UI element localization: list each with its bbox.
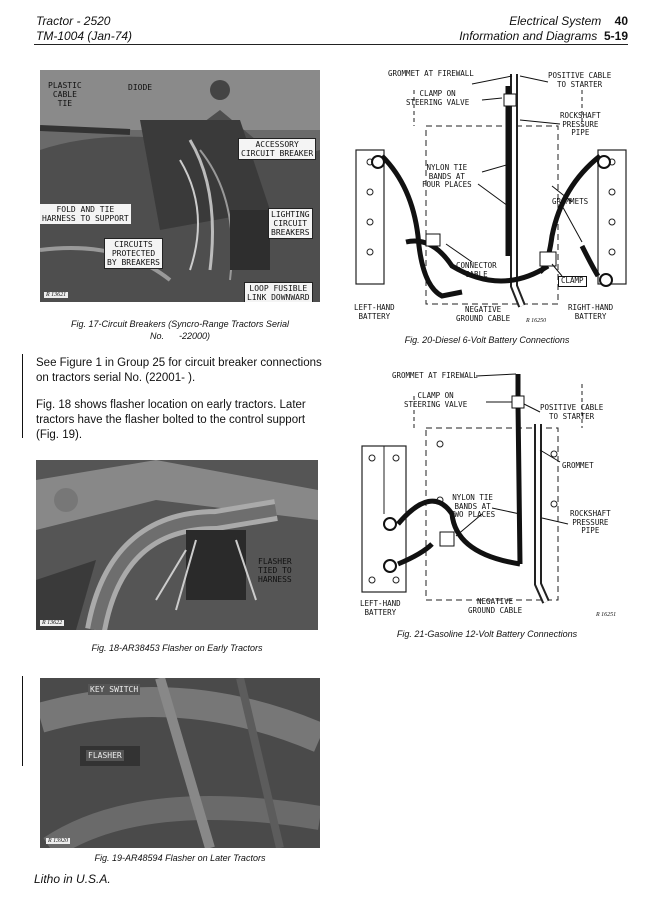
header-right [459, 14, 628, 44]
fig18-ref: R 13622 [42, 620, 63, 626]
section-title: Electrical System [509, 14, 602, 28]
page-number: 5-19 [603, 29, 628, 43]
paragraph-1: See Figure 1 in Group 25 for circuit breaker connections on tractors serial No. (22001- ). [36, 357, 322, 384]
header-left [36, 14, 132, 44]
fig17-label-accessory: ACCESSORY CIRCUIT BREAKER [238, 138, 316, 160]
section-subtitle: Information and Diagrams [459, 29, 598, 43]
fig17-label-plastic-tie: PLASTIC CABLE TIE [48, 81, 82, 108]
doc-title: Tractor - 2520 [36, 14, 111, 28]
fig20-label-right-battery: RIGHT-HAND BATTERY [568, 303, 614, 321]
fig17-label-diode: DIODE [128, 83, 153, 92]
fig17-photo [40, 70, 320, 302]
fig20-label-negative: NEGATIVE GROUND CABLE [456, 305, 511, 323]
fig20-caption: Fig. 20-Diesel 6-Volt Battery Connections [404, 335, 570, 345]
fig17-label-fold: FOLD AND TIE HARNESS TO SUPPORT [42, 205, 129, 223]
fig20-label-connector: CONNECTOR CABLE [456, 261, 497, 279]
fig20-ref: R 16250 [526, 318, 547, 324]
fig17-label-loop: LOOP FUSIBLE LINK DOWNWARD [244, 282, 313, 302]
fig21-label-rockshaft: ROCKSHAFT PRESSURE PIPE [570, 509, 611, 535]
fig21-label-nylon: NYLON TIE BANDS AT TWO PLACES [450, 493, 496, 519]
fig20-label-clamp: CLAMP ON STEERING VALVE [406, 89, 470, 107]
fig19-ref: R 13920 [48, 838, 69, 844]
doc-number: TM-1004 (Jan-74) [36, 29, 133, 43]
fig20-label-grommet: GROMMET AT FIREWALL [388, 69, 474, 78]
fig19-label-key-switch: KEY SWITCH [90, 685, 139, 694]
fig19-photo [40, 678, 320, 848]
fig21-label-clamp: CLAMP ON STEERING VALVE [404, 391, 468, 409]
paragraph-2: Fig. 18 shows flasher location on early tractors. Later tractors have the flasher bolted to the control support (Fig. 19). [36, 399, 306, 441]
fig21-ref: R 16251 [596, 612, 617, 618]
fig21-label-grommet2: GROMMET [562, 461, 594, 470]
change-bar [22, 354, 23, 438]
fig21-label-left-battery: LEFT-HAND BATTERY [360, 599, 401, 617]
fig17-label-circuits: CIRCUITS PROTECTED BY BREAKERS [104, 238, 163, 269]
fig18-label-flasher: FLASHER TIED TO HARNESS [258, 557, 292, 584]
fig20-label-clamp2: CLAMP [558, 276, 587, 287]
page-number-top: 40 [614, 14, 628, 28]
fig20-label-left-battery: LEFT-HAND BATTERY [354, 303, 395, 321]
fig21-label-positive: POSITIVE CABLE TO STARTER [540, 403, 604, 421]
fig17-label-lighting: LIGHTING CIRCUIT BREAKERS [268, 208, 313, 239]
fig19-label-flasher: FLASHER [88, 751, 122, 760]
change-bar-2 [22, 676, 23, 766]
fig21-label-grommet: GROMMET AT FIREWALL [392, 371, 478, 380]
fig17-caption: Fig. 17-Circuit Breakers (Syncro-Range Tractors Serial No. -22000) [71, 319, 289, 341]
fig19-caption: Fig. 19-AR48594 Flasher on Later Tractors [94, 853, 266, 863]
fig20-label-positive: POSITIVE CABLE TO STARTER [548, 71, 612, 89]
header-rule [34, 44, 628, 45]
fig21-caption: Fig. 21-Gasoline 12-Volt Battery Connections [396, 629, 578, 639]
fig20-label-grommets: GROMMETS [552, 197, 589, 206]
fig21-diagram [352, 364, 632, 622]
fig20-diagram [352, 66, 632, 330]
fig20-label-rockshaft: ROCKSHAFT PRESSURE PIPE [560, 111, 601, 137]
fig18-caption: Fig. 18-AR38453 Flasher on Early Tractors [91, 643, 263, 653]
fig20-label-nylon: NYLON TIE BANDS AT FOUR PLACES [422, 163, 472, 189]
fig17-ref: R 13621 [46, 292, 67, 298]
footer: Litho in U.S.A. [34, 872, 111, 886]
fig18-photo [36, 460, 318, 630]
fig21-label-negative: NEGATIVE GROUND CABLE [468, 597, 523, 615]
